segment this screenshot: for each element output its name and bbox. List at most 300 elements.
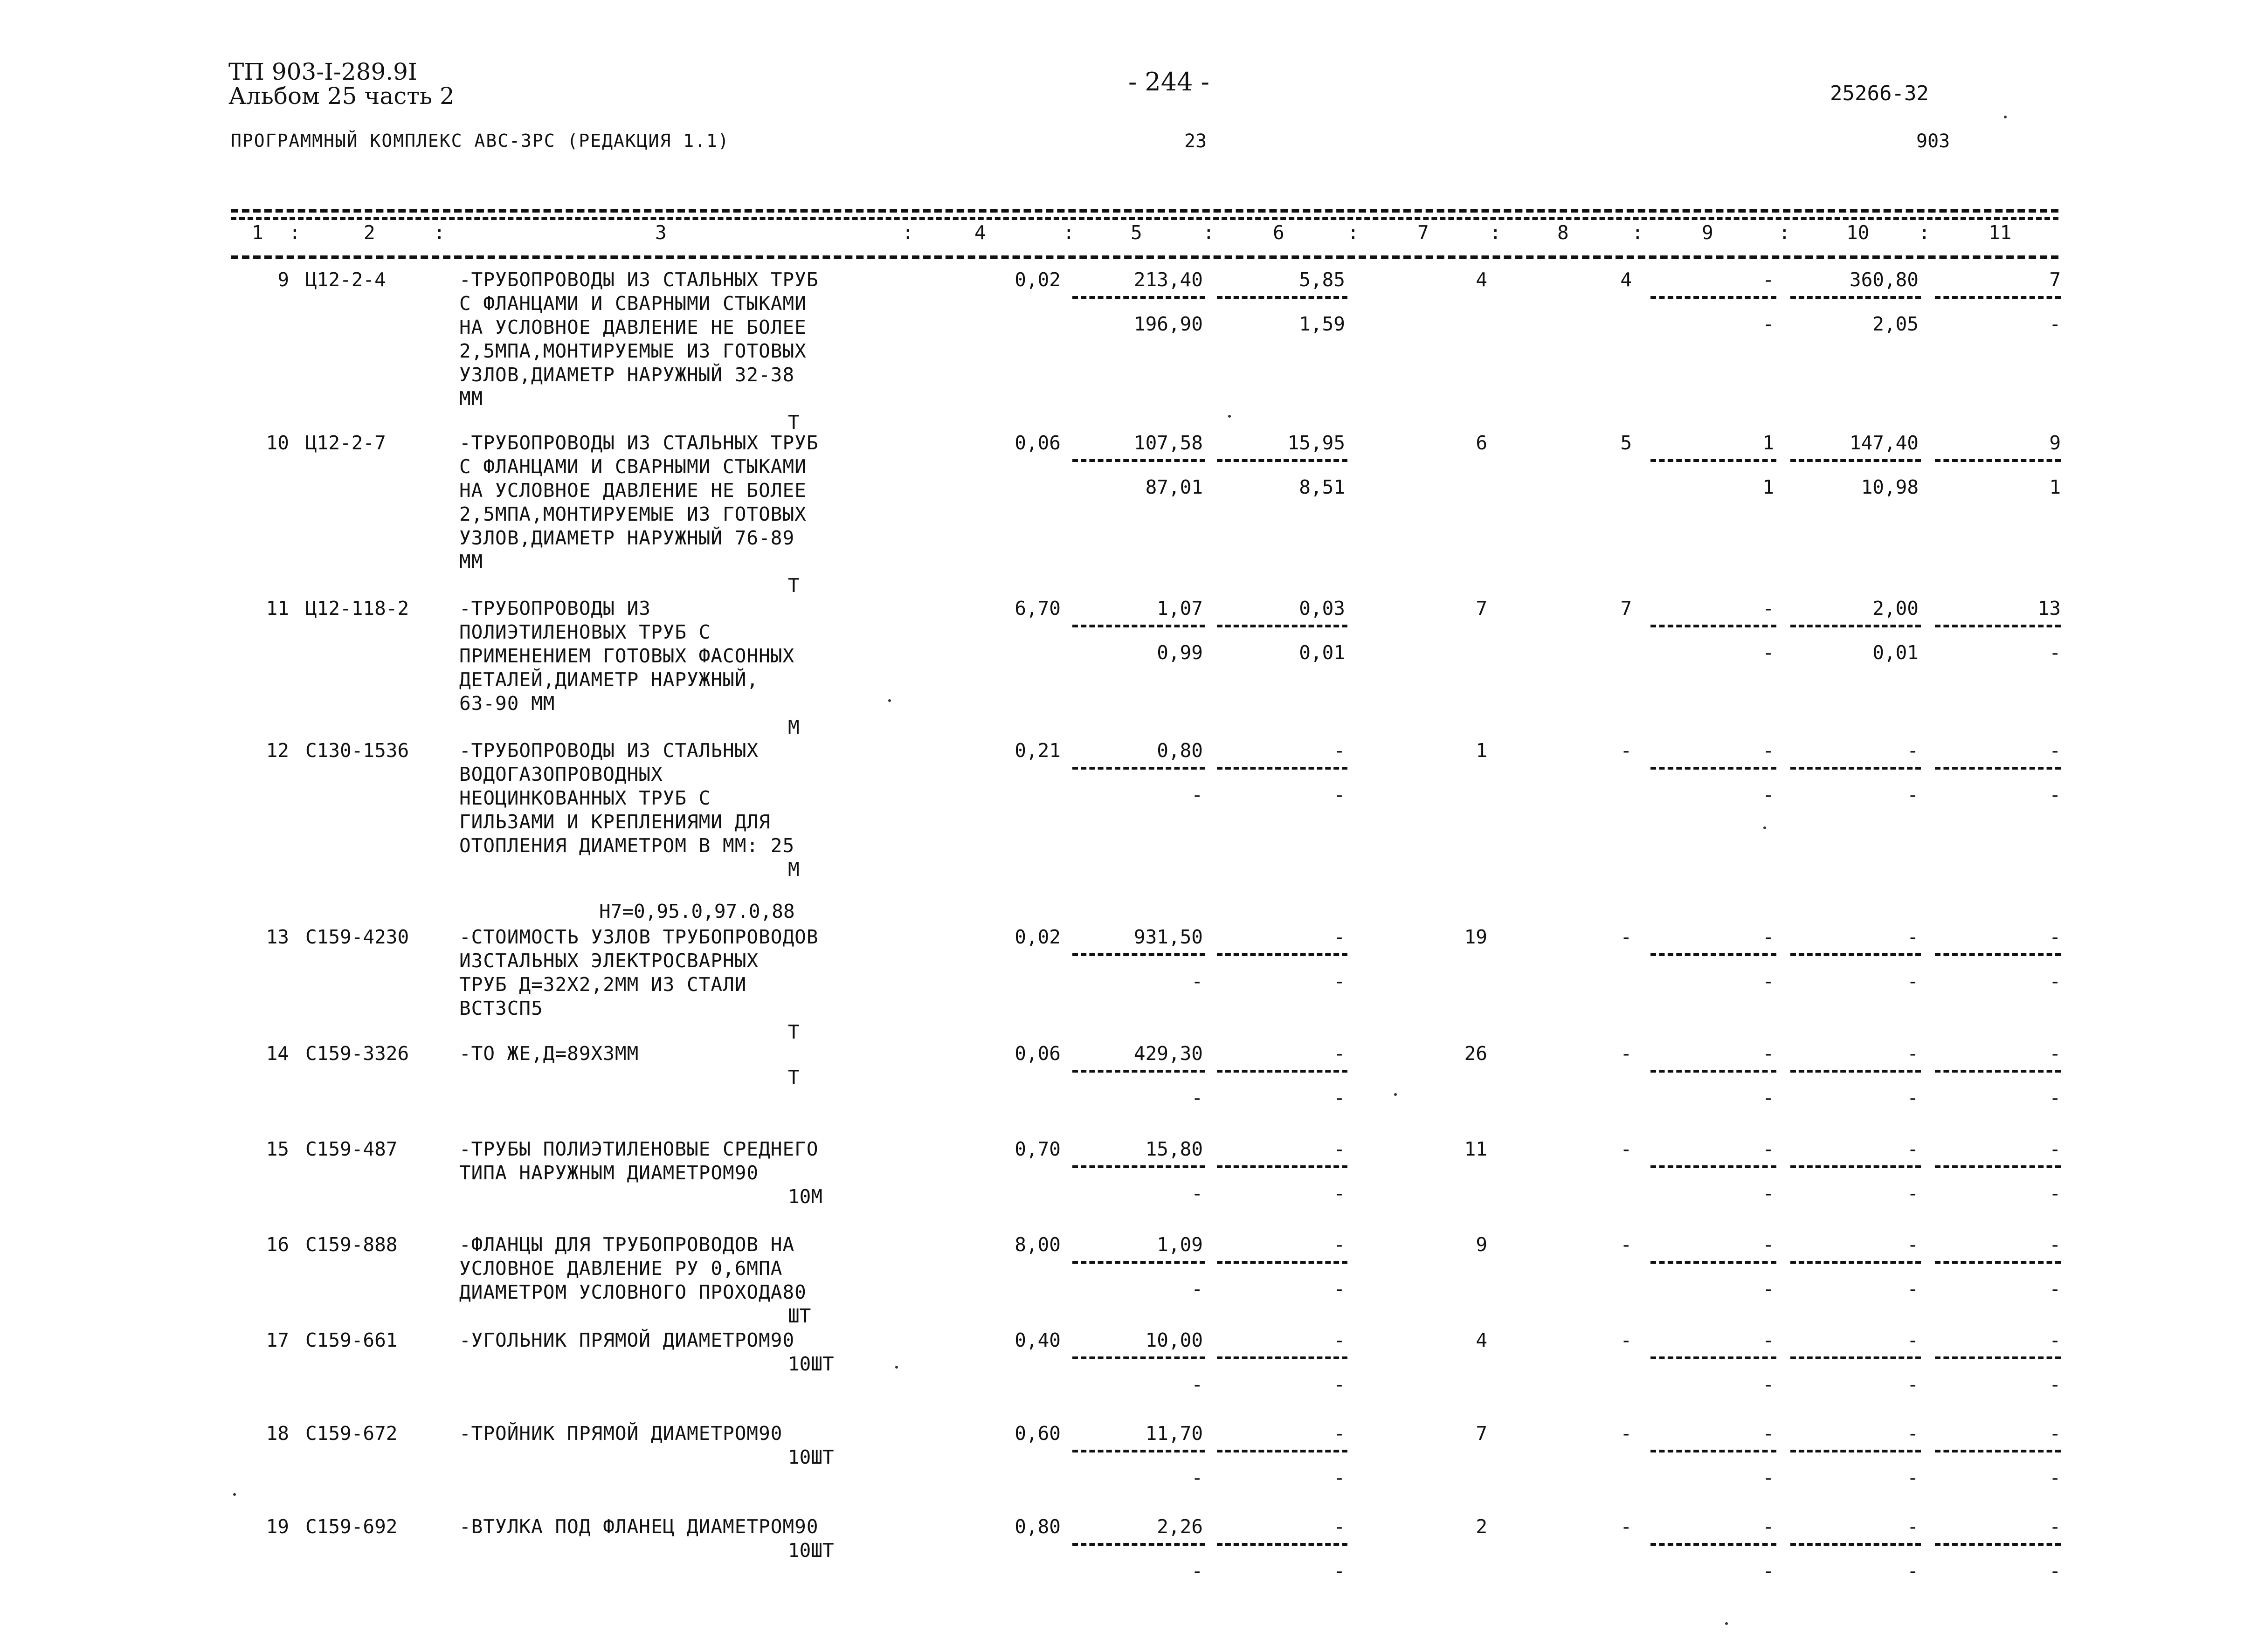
cell-c11b: - [2049,1278,2061,1300]
cell-c6: - [1333,1422,1345,1445]
cell-c11b: - [2049,1182,2061,1205]
column-separator: : [1779,221,1790,244]
row-code: Ц12-118-2 [305,597,409,620]
cell-c9: - [1762,739,1774,762]
row-fraction-rule [1935,625,2061,627]
column-separator: : [289,221,301,244]
cell-c6b: - [1333,1373,1345,1396]
cell-c5: 1,09 [1157,1233,1203,1256]
row-description-line: ИЗСТАЛЬНЫХ ЭЛЕКТРОСВАРНЫХ [459,950,759,972]
cell-c7: 4 [1476,1329,1487,1351]
row-description-line: ВОДОГАЗОПРОВОДНЫХ [459,763,663,785]
row-description-line: НА УСЛОВНОЕ ДАВЛЕНИЕ НЕ БОЛЕЕ [459,479,807,502]
cell-c5: 931,50 [1133,926,1203,948]
cell-c9: 1 [1762,432,1774,454]
row-description-line: ПОЛИЭТИЛЕНОВЫХ ТРУБ С [459,621,711,643]
cell-c10: - [1907,1138,1919,1160]
row-number: 14 [266,1042,289,1065]
cell-c4: 8,00 [1015,1233,1061,1256]
row-fraction-rule [1072,1165,1205,1168]
column-separator: : [1490,221,1501,244]
row-description-line: -ТРУБОПРОВОДЫ ИЗ СТАЛЬНЫХ ТРУБ [459,268,819,291]
row-fraction-rule [1935,953,2061,956]
cell-c9b: - [1762,641,1774,664]
program-title: ПРОГРАММНЫЙ КОМПЛЕКС АВС-3РС (РЕДАКЦИЯ 1.1) [231,131,730,151]
row-description-line: 2,5МПА,МОНТИРУЕМЫЕ ИЗ ГОТОВЫХ [459,503,807,525]
row-unit: ШТ [788,1305,811,1327]
cell-c5b: 0,99 [1157,641,1203,664]
column-header: 6 [1273,221,1284,244]
row-code: С159-672 [305,1422,398,1445]
row-fraction-rule [1650,767,1776,770]
cell-c10b: - [1907,784,1919,806]
table-top-rule-2 [231,217,2058,220]
column-header: 4 [974,221,986,244]
row-fraction-rule [1650,1261,1776,1264]
scan-speck [895,1366,898,1369]
row-fraction-rule [1790,1165,1921,1168]
cell-c6: - [1333,1138,1345,1160]
cell-c4: 0,02 [1015,268,1061,291]
row-number: 9 [277,268,289,291]
cell-c11b: - [2049,784,2061,806]
cell-c7: 7 [1476,1422,1487,1445]
cell-c10b: - [1907,1560,1919,1582]
cell-c4: 0,40 [1015,1329,1061,1351]
cell-c11: 7 [2049,268,2061,291]
row-number: 16 [266,1233,289,1256]
column-header: 8 [1557,221,1569,244]
scan-speck [1394,1093,1397,1096]
row-code: С159-888 [305,1233,398,1256]
row-description-line: УЗЛОВ,ДИАМЕТР НАРУЖНЫЙ 76-89 [459,527,795,549]
row-fraction-rule [1935,1070,2061,1073]
column-header: 7 [1417,221,1429,244]
row-fraction-rule [1935,1543,2061,1546]
cell-c11: - [2049,1515,2061,1538]
row-code: С159-487 [305,1138,398,1160]
cell-c11b: - [2049,1087,2061,1109]
cell-c6: - [1333,739,1345,762]
cell-c9b: - [1762,970,1774,992]
cell-c5b: - [1191,1278,1203,1300]
row-number: 11 [266,597,289,620]
cell-c11: 9 [2049,432,2061,454]
cell-c9: - [1762,597,1774,620]
cell-c5b: - [1191,784,1203,806]
row-description-line: УСЛОВНОЕ ДАВЛЕНИЕ РУ 0,6МПА [459,1257,783,1280]
cell-c6b: - [1333,1560,1345,1582]
row-fraction-rule [1790,1070,1921,1073]
cell-c10: 360,80 [1849,268,1919,291]
row-fraction-rule [1650,625,1776,627]
cell-c11: - [2049,926,2061,948]
row-fraction-rule [1790,625,1921,627]
cell-c5b: 196,90 [1133,313,1203,335]
cell-c10: 147,40 [1849,432,1919,454]
cell-c5b: 87,01 [1145,476,1203,498]
row-description-line: С ФЛАНЦАМИ И СВАРНЫМИ СТЫКАМИ [459,455,807,478]
row-unit: 10ШТ [788,1446,834,1468]
cell-c9: - [1762,1042,1774,1065]
cell-c8: 5 [1620,432,1632,454]
cell-c10: - [1907,1233,1919,1256]
cell-c9: - [1762,268,1774,291]
row-fraction-rule [1790,459,1921,462]
row-fraction-rule [1072,1261,1205,1264]
cell-c7: 7 [1476,597,1487,620]
cell-c6b: 8,51 [1299,476,1345,498]
row-description-line: -УГОЛЬНИК ПРЯМОЙ ДИАМЕТРОМ90 [459,1329,795,1351]
row-fraction-rule [1072,1070,1205,1073]
cell-c11b: - [2049,970,2061,992]
cell-c5b: - [1191,1560,1203,1582]
cell-c7: 19 [1464,926,1487,948]
column-separator: : [1203,221,1215,244]
cell-c9b: - [1762,784,1774,806]
cell-c6: - [1333,1329,1345,1351]
row-fraction-rule [1650,1070,1776,1073]
cell-c4: 0,70 [1015,1138,1061,1160]
cell-c9: - [1762,926,1774,948]
cell-c5b: - [1191,970,1203,992]
row-fraction-rule [1217,953,1347,956]
row-fraction-rule [1217,1070,1347,1073]
column-header: 9 [1702,221,1713,244]
cell-c10: - [1907,739,1919,762]
cell-c10: - [1907,926,1919,948]
cell-c8: - [1620,739,1632,762]
row-fraction-rule [1072,1543,1205,1546]
row-unit: М [788,858,800,881]
row-fraction-rule [1650,1356,1776,1359]
cell-c10: - [1907,1329,1919,1351]
cell-c10: - [1907,1422,1919,1445]
row-description-line: ПРИМЕНЕНИЕМ ГОТОВЫХ ФАСОННЫХ [459,645,795,667]
doc-id: 25266-32 [1830,82,1929,105]
column-header: 3 [655,221,667,244]
row-unit: М [788,716,800,738]
scan-speck [1228,415,1231,418]
cell-c5: 15,80 [1145,1138,1203,1160]
row-number: 19 [266,1515,289,1538]
row-description-line: 2,5МПА,МОНТИРУЕМЫЕ ИЗ ГОТОВЫХ [459,340,807,362]
row-description-line: -СТОИМОСТЬ УЗЛОВ ТРУБОПРОВОДОВ [459,926,819,948]
cell-c6: 0,03 [1299,597,1345,620]
cell-c6: - [1333,926,1345,948]
cell-c6b: - [1333,970,1345,992]
cell-c11: - [2049,739,2061,762]
row-fraction-rule [1935,767,2061,770]
album-label: Альбом 25 часть 2 [228,83,455,110]
row-fraction-rule [1790,767,1921,770]
scan-speck [2004,116,2007,118]
cell-c11: 13 [2037,597,2061,620]
cell-c7: 26 [1464,1042,1487,1065]
row-unit: Т [788,411,800,434]
cell-c6b: - [1333,1087,1345,1109]
cell-c5: 107,58 [1133,432,1203,454]
row-description-line: ММ [459,551,483,573]
row-code: С159-4230 [305,926,409,948]
row-description-line: УЗЛОВ,ДИАМЕТР НАРУЖНЫЙ 32-38 [459,364,795,386]
cell-c11b: 1 [2049,476,2061,498]
row-description-line: ОТОПЛЕНИЯ ДИАМЕТРОМ В ММ: 25 [459,834,795,857]
cell-c9: - [1762,1233,1774,1256]
cell-c4: 0,80 [1015,1515,1061,1538]
cell-c9: - [1762,1515,1774,1538]
cell-c10b: 2,05 [1872,313,1919,335]
cell-c5: 2,26 [1157,1515,1203,1538]
cell-c9b: - [1762,1373,1774,1396]
cell-c9b: - [1762,313,1774,335]
cell-c10: - [1907,1515,1919,1538]
cell-c8: 7 [1620,597,1632,620]
cell-c11: - [2049,1233,2061,1256]
row-description-line: ТИПА НАРУЖНЫМ ДИАМЕТРОМ90 [459,1162,759,1184]
row-description-line: -ВТУЛКА ПОД ФЛАНЕЦ ДИАМЕТРОМ90 [459,1515,819,1538]
scan-speck [888,699,891,702]
row-code: С130-1536 [305,739,409,762]
row-fraction-rule [1790,953,1921,956]
cell-c4: 0,02 [1015,926,1061,948]
column-header: 10 [1846,221,1870,244]
row-fraction-rule [1217,296,1347,299]
row-fraction-rule [1217,625,1347,627]
row-description-line: ВСТ3СП5 [459,997,543,1019]
column-separator: : [902,221,914,244]
row-fraction-rule [1072,1450,1205,1452]
cell-c10b: - [1907,1182,1919,1205]
row-code: С159-692 [305,1515,398,1538]
row-description-line: ГИЛЬЗАМИ И КРЕПЛЕНИЯМИ ДЛЯ [459,811,771,833]
cell-c6b: 0,01 [1299,641,1345,664]
cell-c6b: - [1333,1466,1345,1489]
cell-c7: 1 [1476,739,1487,762]
row-fraction-rule [1217,1450,1347,1452]
column-separator: : [1919,221,1930,244]
code-right: 903 [1916,131,1950,152]
row-description-line: -ТРУБЫ ПОЛИЭТИЛЕНОВЫЕ СРЕДНЕГО [459,1138,819,1160]
cell-c6: 5,85 [1299,268,1345,291]
cell-c6: - [1333,1042,1345,1065]
row-fraction-rule [1790,1543,1921,1546]
row-unit: Т [788,1021,800,1043]
cell-c9b: - [1762,1560,1774,1582]
cell-c10: - [1907,1042,1919,1065]
cell-c6b: - [1333,1278,1345,1300]
row-unit: 10ШТ [788,1539,834,1562]
row-code: С159-3326 [305,1042,409,1065]
row-fraction-rule [1217,459,1347,462]
cell-c10b: - [1907,1278,1919,1300]
column-separator: : [1632,221,1643,244]
row-fraction-rule [1790,296,1921,299]
row-fraction-rule [1790,1261,1921,1264]
cell-c9: - [1762,1138,1774,1160]
cell-c7: 9 [1476,1233,1487,1256]
cell-c8: - [1620,1042,1632,1065]
row-description-line: ММ [459,387,483,410]
cell-c11b: - [2049,641,2061,664]
cell-c10b: 10,98 [1861,476,1919,498]
scan-speck [1763,826,1766,829]
cell-c10b: - [1907,1087,1919,1109]
cell-c4: 0,06 [1015,1042,1061,1065]
cell-c7: 11 [1464,1138,1487,1160]
cell-c7: 2 [1476,1515,1487,1538]
cell-c8: - [1620,1515,1632,1538]
row-fraction-rule [1217,1261,1347,1264]
cell-c6b: - [1333,784,1345,806]
row-description-line: С ФЛАНЦАМИ И СВАРНЫМИ СТЫКАМИ [459,292,807,315]
column-header: 1 [252,221,263,244]
row-code: С159-661 [305,1329,398,1351]
cell-c6: 15,95 [1287,432,1345,454]
row-description-line: -ТРУБОПРОВОДЫ ИЗ [459,597,651,620]
cell-c10b: - [1907,1373,1919,1396]
column-header: 11 [1989,221,2012,244]
cell-c4: 6,70 [1015,597,1061,620]
row-description-line: -ТРУБОПРОВОДЫ ИЗ СТАЛЬНЫХ ТРУБ [459,432,819,454]
row-unit: Т [788,574,800,597]
row-description-line: ДИАМЕТРОМ УСЛОВНОГО ПРОХОДА80 [459,1281,807,1303]
cell-c9b: - [1762,1278,1774,1300]
cell-c5: 0,80 [1157,739,1203,762]
cell-c5: 429,30 [1133,1042,1203,1065]
cell-c9: - [1762,1422,1774,1445]
cell-c11: - [2049,1042,2061,1065]
cell-c5b: - [1191,1182,1203,1205]
row-fraction-rule [1935,1261,2061,1264]
scan-speck [233,1493,236,1496]
row-description-line: НА УСЛОВНОЕ ДАВЛЕНИЕ НЕ БОЛЕЕ [459,316,807,338]
cell-c8: - [1620,1422,1632,1445]
doc-code: ТП 903-I-289.9I [228,58,417,85]
cell-c8: - [1620,1233,1632,1256]
row-code: Ц12-2-7 [305,432,386,454]
row-unit: Т [788,1066,800,1088]
cell-c5b: - [1191,1087,1203,1109]
cell-c8: - [1620,1329,1632,1351]
cell-c6: - [1333,1515,1345,1538]
cell-c7: 6 [1476,432,1487,454]
cell-c6b: - [1333,1182,1345,1205]
row-description-line: НЕОЦИНКОВАННЫХ ТРУБ С [459,787,711,809]
row-number: 18 [266,1422,289,1445]
row-fraction-rule [1935,1356,2061,1359]
cell-c8: - [1620,926,1632,948]
row-description-line: -ТО ЖЕ,Д=89Х3ММ [459,1042,639,1065]
column-separator: : [1063,221,1075,244]
row-fraction-rule [1650,1165,1776,1168]
column-header: 5 [1131,221,1142,244]
row-fraction-rule [1217,767,1347,770]
row-fraction-rule [1650,1450,1776,1452]
row-fraction-rule [1072,296,1205,299]
row-description-line: ДЕТАЛЕЙ,ДИАМЕТР НАРУЖНЫЙ, [459,668,759,691]
page-number: - 244 - [1128,67,1209,96]
row-number: 15 [266,1138,289,1160]
row-number: 12 [266,739,289,762]
row-fraction-rule [1072,459,1205,462]
row-fraction-rule [1217,1543,1347,1546]
row-fraction-rule [1072,767,1205,770]
row-fraction-rule [1650,953,1776,956]
row-fraction-rule [1790,1450,1921,1452]
cell-c11: - [2049,1329,2061,1351]
row-description-line: -ТРОЙНИК ПРЯМОЙ ДИАМЕТРОМ90 [459,1422,783,1445]
row-number: 13 [266,926,289,948]
cell-c5b: - [1191,1466,1203,1489]
cell-c11b: - [2049,1466,2061,1489]
row-code: Ц12-2-4 [305,268,386,291]
cell-c8: - [1620,1138,1632,1160]
column-separator: : [1347,221,1359,244]
cell-c11b: - [2049,1373,2061,1396]
row-fraction-rule [1217,1165,1347,1168]
row-description-line: 63-90 ММ [459,692,555,715]
row-fraction-rule [1650,459,1776,462]
row-unit: 10М [788,1185,823,1208]
cell-c11: - [2049,1138,2061,1160]
row-fraction-rule [1790,1356,1921,1359]
cell-c9b: 1 [1762,476,1774,498]
cell-c8: 4 [1620,268,1632,291]
column-header: 2 [364,221,375,244]
row-fraction-rule [1935,1450,2061,1452]
row-unit: 10ШТ [788,1353,834,1375]
cell-c4: 0,60 [1015,1422,1061,1445]
scan-speck [1725,1622,1728,1625]
row-number: 17 [266,1329,289,1351]
cell-c10b: 0,01 [1872,641,1919,664]
cell-c9b: - [1762,1466,1774,1489]
cell-c5b: - [1191,1373,1203,1396]
row-fraction-rule [1935,459,2061,462]
cell-c11b: - [2049,1560,2061,1582]
column-separator: : [434,221,445,244]
row-description-line: -ФЛАНЦЫ ДЛЯ ТРУБОПРОВОДОВ НА [459,1233,795,1256]
cell-c11b: - [2049,313,2061,335]
cell-c6: - [1333,1233,1345,1256]
cell-c5: 1,07 [1157,597,1203,620]
cell-c10b: - [1907,1466,1919,1489]
row-fraction-rule [1217,1356,1347,1359]
cell-c9b: - [1762,1087,1774,1109]
cell-c9b: - [1762,1182,1774,1205]
cell-c4: 0,06 [1015,432,1061,454]
norm-coefficients: Н7=0,95.0,97.0,88 [599,900,795,922]
row-fraction-rule [1650,296,1776,299]
cell-c10: 2,00 [1872,597,1919,620]
cell-c6b: 1,59 [1299,313,1345,335]
cell-c4: 0,21 [1015,739,1061,762]
row-number: 10 [266,432,289,454]
sheet-number: 23 [1184,131,1207,152]
table-header-rule [231,255,2058,259]
cell-c11: - [2049,1422,2061,1445]
cell-c7: 4 [1476,268,1487,291]
row-fraction-rule [1072,625,1205,627]
table-top-rule [231,209,2058,213]
cell-c5: 11,70 [1145,1422,1203,1445]
cell-c5: 10,00 [1145,1329,1203,1351]
cell-c5: 213,40 [1133,268,1203,291]
row-fraction-rule [1935,1165,2061,1168]
cell-c10b: - [1907,970,1919,992]
row-description-line: -ТРУБОПРОВОДЫ ИЗ СТАЛЬНЫХ [459,739,759,762]
